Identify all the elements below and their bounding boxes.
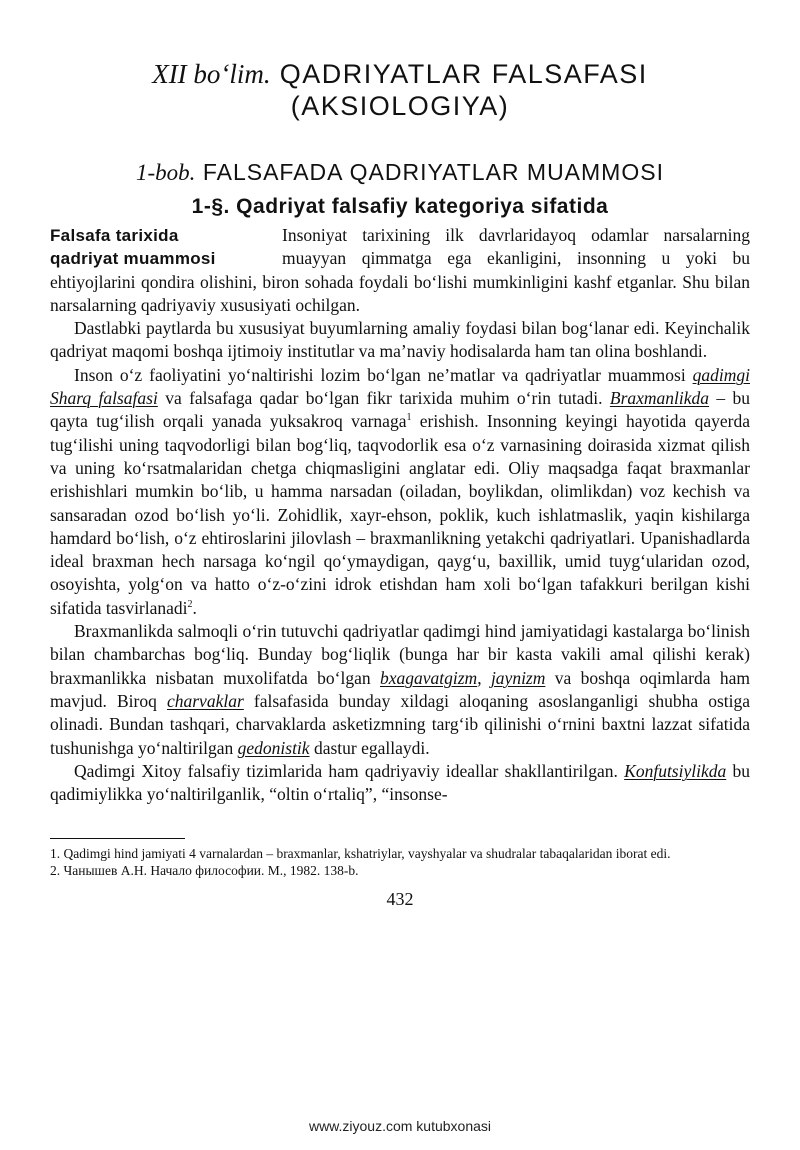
p5-text-b: bu qadimiylikka yo‘naltirilganlik, “oltin o‘rtaliq”, “insonse- [50, 760, 750, 805]
paragraph-2: Dastlabki paytlarda bu xususiyat buyumlarning amaliy foydasi bilan bog‘lanar edi. Keyinchalik qadriyat maqomi boshqa ijtimoiy institutlar va ma’naviy hodisalarda ham tan olina boshlandi. [50, 318, 750, 362]
p4-text-c: va boshqa oqimlarda ham mavjud. Biroq [50, 667, 750, 711]
p3-text-d: erishish. Insonning keyingi hayotida qayerda tug‘ilishi uning taqvodorligi bilan bog‘liq, taqvodorlik esa o‘z varnasining doirasida xizmat qilish va uning ko‘rsatmalaridan chetga chiqmasligini anglatar edi. Oliy maqsadga faqat braxmanlar erishishlari mumkin bo‘lib, u hamma narsadan (oiladan, boylikdan, olimlikdan) voz kechish va sansaradan ozod bo‘lish yo‘li. Zohidlik, xayr-ehson, poklik, kuch ishlatmaslik, yaqin kishilarga hamdard bo‘lish, o‘z ehtiroslarini jilovlash – braxmanlikning yetakchi qadriyatlari. Upanishadlarda ideal braxman hech narsaga ko‘ngil qo‘ymaydigan, qayg‘u, baxillik, umid tuyg‘ularidan ozod, osoyishta, yolg‘on va hatto o‘z-o‘zini idrok etishdan ham xoli bo‘lgan tafakkuri berilgan kishi sifatida tasvirlanadi [50, 411, 750, 618]
footnote-ref-2: 2 [187, 598, 193, 610]
margin-note-line-1: Falsafa tarixida [50, 226, 179, 245]
footnote-1: 1. Qadimgi hind jamiyati 4 varnalardan – braxmanlar, kshatriylar, vayshyalar va shudralar tabaqalaridan iborat edi. [50, 846, 671, 862]
p4-text-a: Braxmanlikda salmoqli o‘rin tutuvchi qadriyatlar qadimgi hind jamiyatidagi kastalarga bo‘linish bilan chambarchas bog‘liq. Bunday bog‘liqlik (bunga har bir kasta vakili amal qilishi kerak) braxmanlikka nisbatan muxolifatda bo‘lgan [50, 621, 750, 688]
footnote-divider [50, 838, 185, 839]
chapter-label: 1-bob. [136, 160, 196, 185]
p4-text-d: falsafasida bunday xildagi aloqaning asoslanganligi shubha ostiga olinadi. Bundan tashqari, charvaklarda asketizmning targ‘ib qilinishi o‘rnini baxtni lazzat sifatida tushunishga yo‘naltirilgan [50, 690, 751, 758]
part-title [50, 58, 750, 122]
p3-text-c: – bu qayta tug‘ilish orqali yanada yuksakroq varnaga [50, 388, 750, 432]
term-gedonistik: gedonistik [237, 737, 310, 758]
margin-note [50, 224, 262, 271]
chapter-title-text: FALSAFADA QADRIYATLAR MUAMMOSI [202, 159, 664, 185]
footnote-ref-1: 1 [406, 412, 412, 424]
term-bxagavatgizm: bxagavatgizm [379, 667, 478, 688]
site-watermark: www.ziyouz.com kutubxonasi [308, 1118, 492, 1134]
paragraph-5 [50, 760, 750, 807]
p4-text-e: dastur egallaydi. [309, 737, 430, 758]
p5-text-a: Qadimgi Xitoy falsafiy tizimlarida ham qadriyaviy ideallar shakllantirilgan. [74, 760, 625, 781]
page-number: 432 [386, 889, 414, 910]
part-title-line-1 [50, 58, 750, 90]
term-braxmanlikda: Braxmanlikda [609, 388, 710, 409]
p3-text-e: . [192, 597, 197, 618]
p3-text-a: Inson o‘z faoliyatini yo‘naltirishi lozim bo‘lgan ne’matlar va qadriyatlar muammosi [74, 364, 693, 385]
term-jaynizm: jaynizm [490, 667, 546, 688]
chapter-title [50, 158, 750, 187]
paragraph-4 [50, 620, 750, 760]
part-subtitle: (AKSIOLOGIYA) [290, 91, 510, 121]
paragraph-3 [50, 364, 750, 620]
margin-note-line-2: qadriyat muammosi [50, 249, 216, 269]
footnotes [50, 845, 750, 879]
section-title: 1-§. Qadriyat falsafiy kategoriya sifatida [191, 195, 609, 218]
part-label: XII bo‘lim. [152, 59, 271, 89]
paragraph-1: Insoniyat tarixining ilk davrlaridayoq odamlar narsalarning muayyan qimmatga ega ekanligini, insonning u yoki bu ehtiyojlarini qondira olishini, biron sohada foydali bo‘lishi mumkinligini kashf etganlar. Shu bilan narsalarning qadriyaviy xususiyati ochilgan. [50, 225, 750, 315]
term-sharq-falsafasi: qadimgi Sharq falsafasi [50, 364, 750, 409]
body-text [50, 224, 750, 806]
book-page [50, 58, 750, 910]
part-title-text: QADRIYATLAR FALSAFASI [279, 59, 648, 89]
footnote-2: 2. Чанышев А.Н. Начало философии. М., 1982. 138-b. [50, 863, 359, 879]
term-charvaklar: charvaklar [166, 690, 244, 711]
p4-text-b: , [477, 667, 491, 688]
p3-text-b: va falsafaga qadar bo‘lgan fikr tarixida muhim o‘rin tutadi. [157, 388, 610, 409]
term-konfutsiylikda: Konfutsiylikda [624, 760, 727, 781]
